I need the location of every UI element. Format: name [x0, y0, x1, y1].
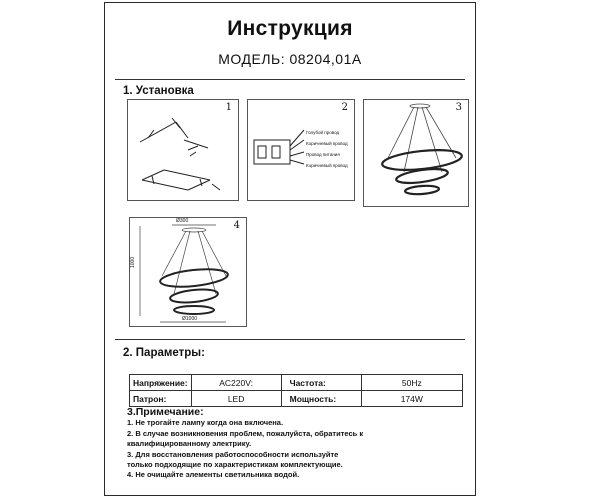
- note-line: 3. Для восстановления работоспособности используйте: [127, 449, 339, 459]
- figure-4-number: 4: [233, 220, 240, 231]
- figure-3: [363, 99, 469, 207]
- param-value: LED: [191, 391, 281, 407]
- chandelier-rings-drawing: [364, 100, 470, 208]
- section-install-heading: 1. Установка: [123, 85, 194, 97]
- figure-4: [129, 217, 247, 327]
- param-label: Патрон:: [130, 391, 192, 407]
- model-number: МОДЕЛЬ: 08204,01A: [218, 51, 362, 67]
- figure-1: [127, 99, 239, 201]
- instruction-sheet: [104, 2, 476, 496]
- figure-2: [247, 99, 355, 201]
- wire-label: Коричневый провод: [306, 141, 348, 146]
- dimension-side: 1000: [130, 256, 136, 268]
- section-params-heading: 2. Параметры:: [123, 347, 205, 359]
- note-line: 4. Не очищайте элементы светильника водой.: [127, 470, 300, 480]
- table-row: [130, 375, 463, 391]
- table-row: [130, 391, 463, 407]
- notes-block: [127, 407, 467, 481]
- param-label: Частота:: [281, 375, 361, 391]
- figure-2-number: 2: [341, 102, 348, 113]
- note-line: квалифицированному электрику.: [127, 439, 252, 449]
- param-value: 174W: [361, 391, 462, 407]
- parameters-table: [129, 374, 463, 407]
- note-line: только подходящие по характеристикам комплектующие.: [127, 460, 343, 470]
- param-value: 50Hz: [361, 375, 462, 391]
- param-label: Напряжение:: [130, 375, 192, 391]
- divider: [115, 339, 465, 340]
- figure-3-number: 3: [455, 102, 462, 113]
- wire-labels: [306, 127, 348, 171]
- mounting-bracket-drawing: [128, 100, 240, 202]
- dimension-top: Ø300: [176, 218, 189, 224]
- note-line: 2. В случае возникновения проблем, пожалуйста, обратитесь к: [127, 428, 364, 438]
- param-value: AC220V:: [191, 375, 281, 391]
- divider: [115, 79, 465, 80]
- chandelier-dimensions-drawing: [130, 218, 248, 328]
- wire-label: Провод питания: [306, 152, 340, 157]
- section-notes-heading: 3.Примечание:: [127, 406, 204, 418]
- note-line: 1. Не трогайте лампу когда она включена.: [127, 418, 284, 428]
- wire-label: Коричневый провод: [306, 163, 348, 168]
- doc-title: Инструкция: [227, 17, 353, 40]
- wire-label: Голубой провод: [306, 130, 340, 135]
- param-label: Мощность:: [281, 391, 361, 407]
- figure-1-number: 1: [225, 102, 232, 113]
- dimension-bottom: Ø1000: [182, 316, 198, 322]
